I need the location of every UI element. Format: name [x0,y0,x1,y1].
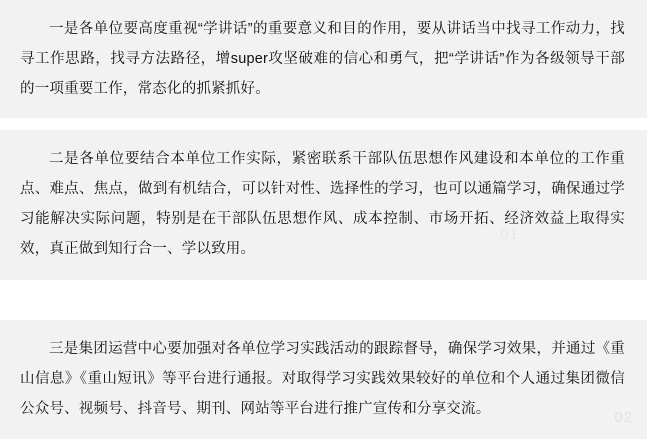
block-gap-one [0,118,647,130]
block-gap-two [0,280,647,320]
paragraph-text-two: 二是各单位要结合本单位工作实际，紧密联系干部队伍思想作风建设和本单位的工作重点、难点、焦点，做到有机结合，可以针对性、选择性的学习，也可以通篇学习，确保通过学习能解决实际问题，特别是在干部队伍思想作风、成本控制、市场开拓、经济效益上取得实效，真正做到知行合一、学以致用。 [20,151,625,257]
paragraph-block-three [0,320,647,439]
paragraph-block-one [0,0,647,118]
paragraph-text-one: 一是各单位要高度重视“学讲话”的重要意义和目的作用，要从讲话当中找寻工作动力，找寻工作思路，找寻方法路径，增super攻坚破难的信心和勇气，把“学讲话”作为各级领导干部的一项重要工作，常态化的抓紧抓好。 [20,21,625,97]
paragraph-block-two [0,130,647,280]
watermark-middle: 01 [500,226,519,243]
watermark-bottom: 02 [614,409,633,426]
paragraph-text-three: 三是集团运营中心要加强对各单位学习实践活动的跟踪督导，确保学习效果，并通过《重山信息》《重山短讯》等平台进行通报。对取得学习实践效果较好的单位和个人通过集团微信公众号、视频号、抖音号、期刊、网站等平台进行推广宣传和分享交流。 [20,341,625,417]
